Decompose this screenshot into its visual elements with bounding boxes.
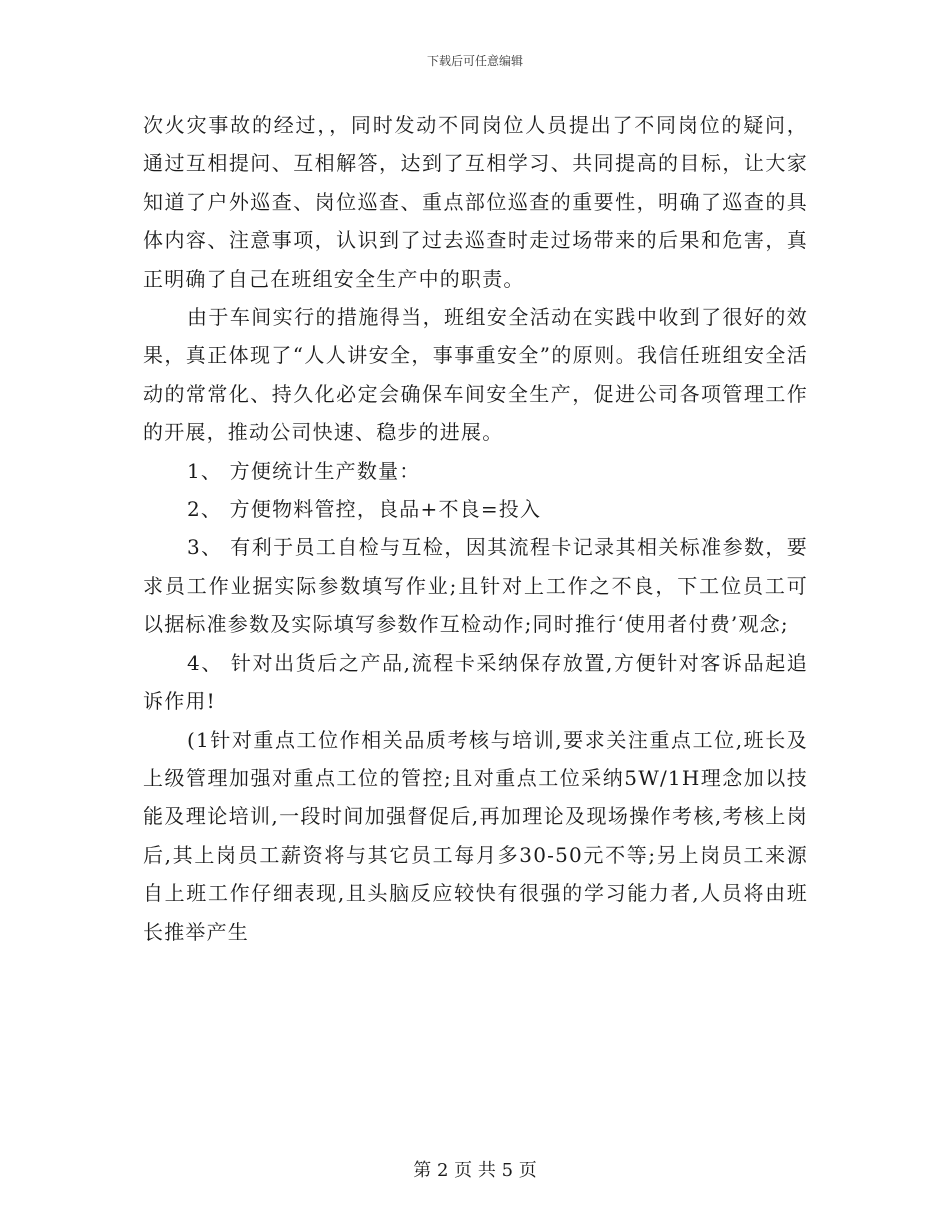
list-item-3: 3、 有利于员工自检与互检，因其流程卡记录其相关标准参数，要求员工作业据实际参数填写作业;且针对上工作之不良，下工位员工可以据标准参数及实际填写参数作互检动作;同时推行‘使用者付费’观念; xyxy=(143,535,808,637)
page-number: 第 2 页 共 5 页 xyxy=(413,1160,537,1181)
paragraph-continuation: 次火灾事故的经过，，同时发动不同岗位人员提出了不同岗位的疑问，通过互相提问、互相解答，达到了互相学习、共同提高的目标，让大家知道了户外巡查、岗位巡查、重点部位巡查的重要性，明确了巡查的具体内容、注意事项，认识到了过去巡查时走过场带来的后果和危害，真正明确了自己在班组安全生产中的职责。 xyxy=(143,113,808,291)
page-header: 下载后可任意编辑 xyxy=(426,54,523,68)
list-item-1: 1、 方便统计生产数量： xyxy=(187,458,421,483)
list-item-2: 2、 方便物料管控，良品+不良=投入 xyxy=(187,497,542,522)
list-item-4: 4、 针对出货后之产品,流程卡采纳保存放置,方便针对客诉品起追诉作用! xyxy=(143,650,808,714)
paragraph-summary: 由于车间实行的措施得当，班组安全活动在实践中收到了很好的效果，真正体现了“人人讲安全，事事重安全”的原则。我信任班组安全活动的常常化、持久化必定会确保车间安全生产，促进公司各项管理工作的开展，推动公司快速、稳步的进展。 xyxy=(143,305,808,445)
paragraph-key-position-training: (1针对重点工位作相关品质考核与培训,要求关注重点工位,班长及上级管理加强对重点工位的管控;且对重点工位采纳5W/1H理念加以技能及理论培训,一段时间加强督促后,再加理论及现场操作考核,考核上岗后,其上岗员工薪资将与其它员工每月多30-50元不等;另上岗员工来源自上班工作仔细表现,且头脑反应较快有很强的学习能力者,人员将由班长推举产生 xyxy=(143,727,808,944)
document-body xyxy=(143,106,808,951)
